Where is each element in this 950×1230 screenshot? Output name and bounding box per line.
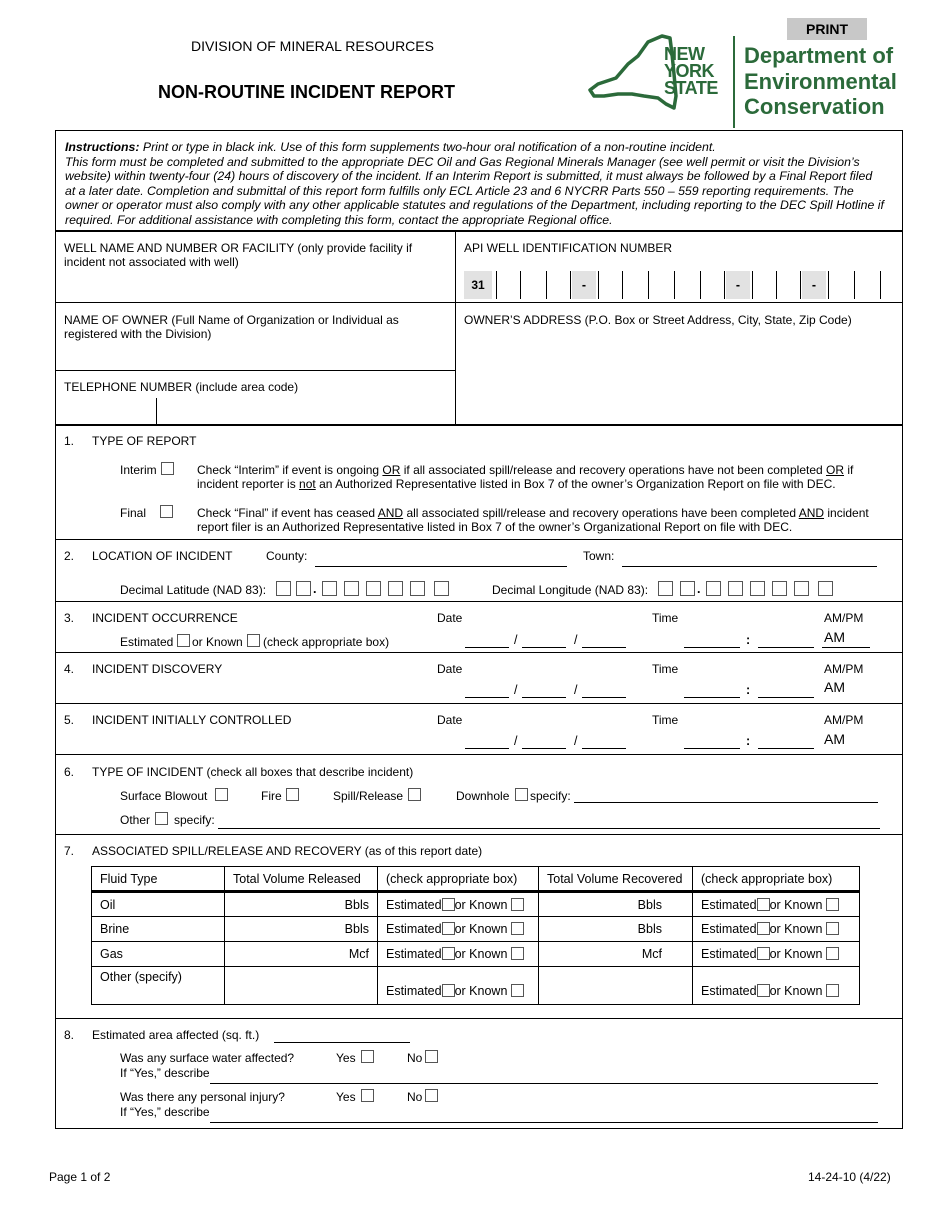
occurrence-minute[interactable] bbox=[758, 647, 814, 648]
owner-name-label-2: registered with the Division) bbox=[64, 327, 212, 341]
other-label: Other bbox=[120, 813, 151, 827]
discovery-year[interactable] bbox=[582, 697, 626, 698]
county-field[interactable] bbox=[315, 566, 567, 567]
released-estimate-known: Estimated or Known bbox=[378, 917, 539, 942]
nys-logo-york: YORK bbox=[664, 61, 715, 81]
fire-checkbox[interactable] bbox=[286, 788, 299, 801]
api-number-boxes[interactable] bbox=[464, 271, 884, 301]
agency-line-1: Department of bbox=[744, 43, 894, 68]
estimated-label: Estimated bbox=[120, 635, 174, 649]
fluid-type: Gas bbox=[92, 942, 225, 967]
divider bbox=[55, 834, 903, 835]
volume-recovered[interactable] bbox=[539, 967, 693, 1005]
town-field[interactable] bbox=[622, 566, 877, 567]
section-2-number: 2. bbox=[64, 549, 75, 563]
discovery-day[interactable] bbox=[522, 697, 566, 698]
interim-checkbox[interactable] bbox=[161, 462, 174, 475]
downhole-specify-field[interactable] bbox=[574, 802, 878, 803]
owner-name-label: NAME OF OWNER (Full Name of Organization or Individual as bbox=[64, 313, 399, 327]
telephone-label: TELEPHONE NUMBER (include area code) bbox=[64, 380, 299, 394]
released-estimate-known: Estimated or Known bbox=[378, 967, 539, 1005]
agency-line-2: Environmental bbox=[744, 69, 897, 94]
other-specify-field[interactable] bbox=[218, 828, 880, 829]
surface-water-yes-checkbox[interactable] bbox=[361, 1050, 374, 1063]
col-check-2: (check appropriate box) bbox=[693, 867, 860, 892]
controlled-year[interactable] bbox=[582, 748, 626, 749]
table-header-row bbox=[92, 867, 860, 892]
controlled-day[interactable] bbox=[522, 748, 566, 749]
instructions bbox=[65, 140, 900, 228]
section-6-title: TYPE OF INCIDENT (check all boxes that describe incident) bbox=[92, 765, 414, 779]
released-known-checkbox[interactable] bbox=[511, 922, 524, 935]
discovery-month[interactable] bbox=[465, 697, 509, 698]
estimated-checkbox[interactable] bbox=[177, 634, 190, 647]
personal-injury-yes-label: Yes bbox=[336, 1090, 356, 1104]
table-row bbox=[92, 942, 860, 967]
occurrence-date-label: Date bbox=[437, 611, 463, 625]
surface-water-describe-label: If “Yes,” describe bbox=[120, 1066, 210, 1080]
divider bbox=[55, 703, 903, 704]
volume-recovered[interactable]: Bbls bbox=[539, 892, 693, 917]
section-7-title: ASSOCIATED SPILL/RELEASE AND RECOVERY (as of this report date) bbox=[92, 844, 483, 858]
area-affected-field[interactable] bbox=[274, 1042, 410, 1043]
section-4-title: INCIDENT DISCOVERY bbox=[92, 662, 223, 676]
nys-logo-new: NEW bbox=[664, 44, 705, 64]
controlled-ampm-value[interactable]: AM bbox=[824, 731, 845, 747]
longitude-label: Decimal Longitude (NAD 83): bbox=[492, 583, 649, 597]
final-description: Check “Final” if event has ceased AND all associated spill/release and recovery operations have been completed AND incident bbox=[197, 506, 869, 520]
divider bbox=[55, 1018, 903, 1019]
divider bbox=[55, 539, 903, 540]
volume-released[interactable]: Mcf bbox=[225, 942, 378, 967]
controlled-month[interactable] bbox=[465, 748, 509, 749]
personal-injury-question: Was there any personal injury? bbox=[120, 1090, 285, 1104]
print-button[interactable]: PRINT bbox=[787, 18, 867, 40]
section-7-number: 7. bbox=[64, 844, 75, 858]
section-4-number: 4. bbox=[64, 662, 75, 676]
api-prefix-box: 31 bbox=[464, 271, 492, 299]
area-affected-label: Estimated area affected (sq. ft.) bbox=[92, 1028, 260, 1042]
occurrence-ampm-value[interactable]: AM bbox=[824, 629, 845, 645]
town-label: Town: bbox=[583, 549, 615, 563]
volume-released[interactable]: Bbls bbox=[225, 892, 378, 917]
interim-label: Interim bbox=[120, 463, 157, 477]
or-known-label: or Known bbox=[192, 635, 243, 649]
telephone-field[interactable] bbox=[156, 398, 455, 424]
controlled-time-label: Time bbox=[652, 713, 679, 727]
table-row bbox=[92, 917, 860, 942]
recovered-estimated-checkbox[interactable] bbox=[757, 947, 770, 960]
recovered-known-checkbox[interactable] bbox=[826, 984, 839, 997]
final-label: Final bbox=[120, 506, 147, 520]
downhole-label: Downhole bbox=[456, 789, 510, 803]
released-estimated-checkbox[interactable] bbox=[442, 947, 455, 960]
volume-released[interactable]: Bbls bbox=[225, 917, 378, 942]
col-volume-released: Total Volume Released bbox=[225, 867, 378, 892]
instructions-line-6: required. For additional assistance with completing this form, contact the appropriate Regional office. bbox=[65, 212, 613, 227]
released-known-checkbox[interactable] bbox=[511, 984, 524, 997]
spill-table bbox=[91, 866, 860, 1005]
surface-water-describe-field[interactable] bbox=[210, 1083, 878, 1084]
divider bbox=[55, 601, 903, 602]
surface-water-yes-label: Yes bbox=[336, 1051, 356, 1065]
discovery-ampm-label: AM/PM bbox=[824, 662, 864, 676]
fluid-type: Other (specify) bbox=[92, 967, 225, 1005]
volume-recovered[interactable]: Bbls bbox=[539, 917, 693, 942]
volume-recovered[interactable]: Mcf bbox=[539, 942, 693, 967]
recovered-estimated-checkbox[interactable] bbox=[757, 898, 770, 911]
discovery-ampm-value[interactable]: AM bbox=[824, 679, 845, 695]
fire-label: Fire bbox=[261, 789, 282, 803]
recovered-known-checkbox[interactable] bbox=[826, 898, 839, 911]
personal-injury-yes-checkbox[interactable] bbox=[361, 1089, 374, 1102]
occurrence-day[interactable] bbox=[522, 647, 566, 648]
surface-blowout-checkbox[interactable] bbox=[215, 788, 228, 801]
table-row bbox=[92, 892, 860, 917]
released-estimate-known: Estimated or Known bbox=[378, 892, 539, 917]
instructions-label: Instructions: bbox=[65, 140, 140, 154]
final-checkbox[interactable] bbox=[160, 505, 173, 518]
final-description-2: report filer is an Authorized Representative listed in Box 7 of the owner’s Organizational Report on file with DEC. bbox=[197, 520, 793, 534]
latitude-boxes[interactable]: . bbox=[276, 581, 456, 599]
released-estimate-known: Estimated or Known bbox=[378, 942, 539, 967]
form-id: 14-24-10 (4/22) bbox=[808, 1170, 891, 1184]
section-5-title: INCIDENT INITIALLY CONTROLLED bbox=[92, 713, 292, 727]
personal-injury-no-label: No bbox=[407, 1090, 423, 1104]
instructions-line-1: Print or type in black ink. Use of this form supplements two-hour oral notification of a non-routine incident. bbox=[139, 140, 716, 154]
section-6-number: 6. bbox=[64, 765, 75, 779]
released-known-checkbox[interactable] bbox=[511, 947, 524, 960]
check-note: (check appropriate box) bbox=[263, 635, 390, 649]
section-3-number: 3. bbox=[64, 611, 75, 625]
instructions-line-2: This form must be completed and submitted to the appropriate DEC Oil and Gas Regional Minerals Manager (see well permit or visit the Division’s bbox=[65, 154, 860, 169]
nys-logo-state: STATE bbox=[664, 78, 718, 98]
instructions-line-5: owner or operator must also comply with any other applicable statutes and regulations of the Department, including reporting to the DEC Spill Hotline if bbox=[65, 198, 884, 213]
nys-logo bbox=[586, 34, 726, 124]
controlled-minute[interactable] bbox=[758, 748, 814, 749]
occurrence-time-label: Time bbox=[652, 611, 679, 625]
api-dash-3: - bbox=[802, 271, 826, 299]
released-known-checkbox[interactable] bbox=[511, 898, 524, 911]
divider bbox=[55, 652, 903, 653]
col-check-1: (check appropriate box) bbox=[378, 867, 539, 892]
section-3-title: INCIDENT OCCURRENCE bbox=[92, 611, 238, 625]
recovered-known-checkbox[interactable] bbox=[826, 947, 839, 960]
county-label: County: bbox=[266, 549, 308, 563]
fluid-type: Oil bbox=[92, 892, 225, 917]
occurrence-hour[interactable] bbox=[684, 647, 740, 648]
spill-release-checkbox[interactable] bbox=[408, 788, 421, 801]
column-divider bbox=[455, 231, 456, 425]
personal-injury-describe-field[interactable] bbox=[210, 1122, 878, 1123]
recovered-known-checkbox[interactable] bbox=[826, 922, 839, 935]
surface-water-no-label: No bbox=[407, 1051, 423, 1065]
discovery-time-label: Time bbox=[652, 662, 679, 676]
section-1-title: TYPE OF REPORT bbox=[92, 434, 197, 448]
section-2-title: LOCATION OF INCIDENT bbox=[92, 549, 233, 563]
personal-injury-no-checkbox[interactable] bbox=[425, 1089, 438, 1102]
section-1-number: 1. bbox=[64, 434, 75, 448]
api-dash-1: - bbox=[572, 271, 596, 299]
discovery-hour[interactable] bbox=[684, 697, 740, 698]
agency-line-3: Conservation bbox=[744, 94, 885, 119]
controlled-date-label: Date bbox=[437, 713, 463, 727]
interim-description-2: incident reporter is not an Authorized Representative listed in Box 7 of the owner’s Organization Report on file with DEC. bbox=[197, 477, 836, 491]
downhole-specify-label: specify: bbox=[530, 789, 571, 803]
recovered-estimate-known: Estimated or Known bbox=[693, 967, 860, 1005]
instructions-line-4: at a later date. Completion and submittal of this report form fulfills only ECL Article 23 and 6 NYCRR Parts 550 – 559 reporting requirements. The bbox=[65, 183, 854, 198]
page-title: NON-ROUTINE INCIDENT REPORT bbox=[158, 82, 455, 102]
divider bbox=[55, 302, 903, 303]
divider bbox=[55, 754, 903, 755]
division-name: DIVISION OF MINERAL RESOURCES bbox=[191, 38, 434, 54]
recovered-estimated-checkbox[interactable] bbox=[757, 922, 770, 935]
discovery-date-label: Date bbox=[437, 662, 463, 676]
divider bbox=[55, 424, 903, 426]
recovered-estimate-known: Estimated or Known bbox=[693, 942, 860, 967]
downhole-checkbox[interactable] bbox=[515, 788, 528, 801]
well-name-label: WELL NAME AND NUMBER OR FACILITY (only provide facility if bbox=[64, 241, 413, 255]
instructions-line-3: website) within twenty-four (24) hours of discovery of the incident. If an Interim Report is submitted, it must always be followed by a Final Report filed bbox=[65, 169, 873, 184]
col-volume-recovered: Total Volume Recovered bbox=[539, 867, 693, 892]
discovery-minute[interactable] bbox=[758, 697, 814, 698]
fluid-type: Brine bbox=[92, 917, 225, 942]
longitude-boxes[interactable]: . bbox=[658, 581, 838, 599]
recovered-estimate-known: Estimated or Known bbox=[693, 892, 860, 917]
page-number: Page 1 of 2 bbox=[49, 1170, 111, 1184]
divider bbox=[55, 230, 903, 232]
surface-water-question: Was any surface water affected? bbox=[120, 1051, 295, 1065]
surface-water-no-checkbox[interactable] bbox=[425, 1050, 438, 1063]
other-checkbox[interactable] bbox=[155, 812, 168, 825]
api-label: API WELL IDENTIFICATION NUMBER bbox=[464, 241, 673, 255]
latitude-label: Decimal Latitude (NAD 83): bbox=[120, 583, 267, 597]
other-specify-label: specify: bbox=[174, 813, 215, 827]
logo-divider bbox=[733, 36, 735, 128]
known-checkbox[interactable] bbox=[247, 634, 260, 647]
recovered-estimated-checkbox[interactable] bbox=[757, 984, 770, 997]
table-row bbox=[92, 967, 860, 1005]
volume-released[interactable] bbox=[225, 967, 378, 1005]
occurrence-month[interactable] bbox=[465, 647, 509, 648]
divider bbox=[55, 370, 455, 371]
surface-blowout-label: Surface Blowout bbox=[120, 789, 208, 803]
section-5-number: 5. bbox=[64, 713, 75, 727]
occurrence-ampm-label: AM/PM bbox=[824, 611, 864, 625]
recovered-estimate-known: Estimated or Known bbox=[693, 917, 860, 942]
controlled-ampm-label: AM/PM bbox=[824, 713, 864, 727]
section-8-number: 8. bbox=[64, 1028, 75, 1042]
controlled-hour[interactable] bbox=[684, 748, 740, 749]
interim-description: Check “Interim” if event is ongoing OR if all associated spill/release and recovery operations have not been completed OR if bbox=[197, 463, 854, 477]
api-dash-2: - bbox=[726, 271, 750, 299]
personal-injury-describe-label: If “Yes,” describe bbox=[120, 1105, 210, 1119]
well-name-label-2: incident not associated with well) bbox=[64, 255, 239, 269]
occurrence-year[interactable] bbox=[582, 647, 626, 648]
spill-release-label: Spill/Release bbox=[333, 789, 404, 803]
col-fluid-type: Fluid Type bbox=[92, 867, 225, 892]
released-estimated-checkbox[interactable] bbox=[442, 922, 455, 935]
released-estimated-checkbox[interactable] bbox=[442, 984, 455, 997]
released-estimated-checkbox[interactable] bbox=[442, 898, 455, 911]
owner-address-label: OWNER’S ADDRESS (P.O. Box or Street Address, City, State, Zip Code) bbox=[464, 313, 852, 327]
